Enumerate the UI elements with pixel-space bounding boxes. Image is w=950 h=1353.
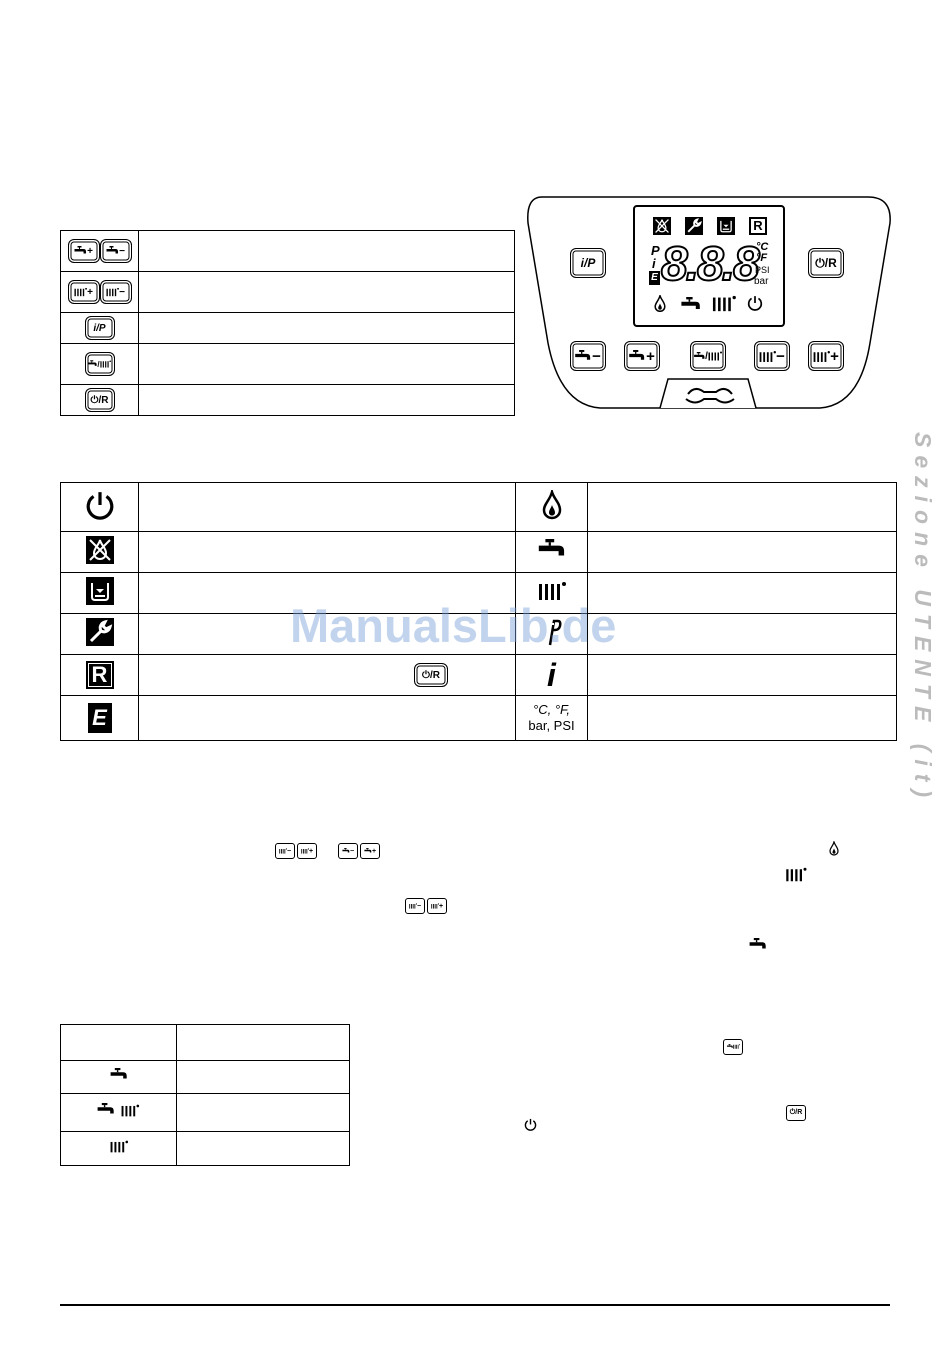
dhw-plus-key: + (68, 239, 100, 263)
dhw-heating-key: / (85, 352, 115, 376)
radiator-icon-cell (61, 1132, 177, 1166)
modes-table (60, 1024, 350, 1166)
tap-icon (694, 352, 705, 361)
radiator-icon (785, 867, 807, 882)
heating-minus-key: − (100, 280, 132, 304)
table-row (61, 655, 897, 696)
heating-plus-button[interactable]: + (808, 341, 844, 371)
info-p-button[interactable] (570, 248, 606, 278)
lcd-unit-f: °F (756, 252, 768, 264)
tap-icon (88, 360, 97, 368)
table-cell (177, 1132, 350, 1166)
units-text-cell (516, 696, 588, 741)
water-pressure-icon-cell (61, 573, 139, 614)
radiator-icon (712, 295, 736, 312)
table-cell (139, 696, 516, 741)
inline-dhw-heating-key (722, 1036, 744, 1055)
table-row (61, 1061, 350, 1094)
table-cell (588, 655, 897, 696)
inline-dhw-keys-1 (337, 841, 381, 859)
radiator-icon (759, 350, 776, 363)
flame-icon (654, 295, 666, 312)
lcd-display (633, 205, 785, 327)
inline-heating-keys-2 (404, 896, 448, 914)
info-p-key (61, 313, 139, 344)
radiator-icon (74, 287, 87, 297)
heating-minus-button[interactable]: − (754, 341, 790, 371)
power-reset-key-inline: ⏻/R (414, 663, 448, 687)
power-reset-button-label: ⏻/R (815, 255, 837, 270)
table-cell (588, 483, 897, 532)
flame-icon-cell (516, 483, 588, 532)
e-badge-icon-cell (61, 696, 139, 741)
side-section-label-text: Sezione UTENTE (it) (910, 432, 936, 806)
dhw-minus-key: − (100, 239, 132, 263)
heating-plus-key-icon: + (427, 898, 447, 914)
tap-icon (110, 1068, 128, 1082)
dhw-heating-mode-button[interactable]: / (690, 341, 726, 371)
tap-icon (629, 350, 645, 363)
no-flame-icon (86, 536, 114, 564)
table-cell (139, 385, 515, 416)
e-badge-icon: E (88, 703, 112, 733)
power-icon-cell (61, 483, 139, 532)
tap-and-radiator-icon-cell (61, 1094, 177, 1132)
tap-icon (538, 539, 566, 561)
table-header-cell (61, 1025, 177, 1061)
tap-icon (97, 1103, 115, 1117)
table-row (61, 696, 897, 741)
radiator-icon (813, 350, 830, 363)
inline-heating-keys-1 (274, 841, 318, 859)
inline-power-key (785, 1101, 807, 1121)
flame-icon (542, 490, 562, 520)
table-cell (588, 573, 897, 614)
r-badge-icon-cell (61, 655, 139, 696)
table-row (61, 272, 515, 313)
lcd-unit-bar: bar (754, 276, 769, 287)
table-row (61, 483, 897, 532)
table-cell (139, 483, 516, 532)
wrench-icon (86, 618, 114, 646)
table-cell (588, 532, 897, 573)
table-cell (177, 1061, 350, 1094)
table-row (61, 385, 515, 416)
keys-table (60, 230, 515, 416)
no-flame-icon-cell (61, 532, 139, 573)
table-header-row (61, 1025, 350, 1061)
dhw-minus-key-icon: − (338, 843, 358, 859)
dhw-heating-key-icon (723, 1039, 743, 1055)
lcd-r-badge: R (749, 217, 767, 235)
i-letter-icon-cell (516, 655, 588, 696)
tap-icon (681, 297, 701, 313)
lcd-i-letter: i (652, 256, 656, 271)
dhw-plus-minus-keys (61, 231, 139, 272)
tap-icon-cell (61, 1061, 177, 1094)
radiator-icon (106, 287, 119, 297)
lcd-p-letter: P (651, 243, 660, 258)
table-cell (139, 655, 516, 696)
lcd-digits: 8.8.8 (661, 238, 758, 291)
dhw-minus-button[interactable]: − (570, 341, 606, 371)
wrench-icon-cell (61, 614, 139, 655)
info-p-button-label: i/P (580, 256, 596, 270)
wrench-icon (685, 217, 703, 235)
dhw-plus-key-icon: + (360, 843, 380, 859)
table-cell (177, 1094, 350, 1132)
watermark: ManualsLib.de (290, 599, 617, 652)
water-pressure-icon (717, 217, 735, 235)
tap-icon (749, 938, 767, 952)
table-row (61, 231, 515, 272)
radiator-icon (409, 903, 417, 909)
dhw-plus-button[interactable]: + (624, 341, 660, 371)
tap-icon (74, 246, 87, 256)
table-row (61, 1132, 350, 1166)
r-badge-icon: R (86, 661, 114, 689)
power-icon (524, 1118, 537, 1131)
table-row (61, 344, 515, 385)
heating-plus-key: + (68, 280, 100, 304)
lcd-unit-c: °C (756, 241, 769, 253)
lcd-unit-psi: PSI (755, 265, 770, 275)
table-row (61, 313, 515, 344)
heating-plus-key-icon: + (297, 843, 317, 859)
water-pressure-icon (86, 577, 114, 605)
power-reset-button[interactable] (808, 248, 844, 278)
dhw-heating-mode-key (61, 344, 139, 385)
table-cell (139, 344, 515, 385)
table-cell (139, 313, 515, 344)
table-row (61, 532, 897, 573)
power-icon (747, 295, 763, 311)
tap-icon (575, 350, 591, 363)
power-reset-key-icon: ⏻/R (786, 1105, 806, 1121)
table-cell (588, 614, 897, 655)
heating-minus-key-icon: − (405, 898, 425, 914)
table-cell (139, 231, 515, 272)
table-cell (588, 696, 897, 741)
power-icon (85, 490, 115, 520)
power-reset-key-label: ⏻/R (85, 388, 115, 412)
no-flame-icon (653, 217, 671, 235)
i-letter-icon: i (547, 656, 556, 693)
radiator-icon (733, 1044, 740, 1049)
heating-minus-key-icon: − (275, 843, 295, 859)
tap-icon (106, 246, 119, 256)
radiator-icon (100, 360, 111, 368)
heating-plus-minus-keys (61, 272, 139, 313)
radiator-icon (279, 848, 287, 854)
flame-icon (829, 841, 839, 856)
table-header-cell (177, 1025, 350, 1061)
table-cell (139, 532, 516, 573)
tap-icon (364, 848, 372, 854)
lcd-e-letter: E (649, 271, 660, 285)
footer-rule (60, 1304, 890, 1306)
units-text-line2: bar, PSI (528, 718, 575, 733)
radiator-icon (301, 848, 309, 854)
side-section-label (904, 432, 944, 932)
radiator-icon (109, 1140, 129, 1153)
tap-icon-cell (516, 532, 588, 573)
radiator-icon (431, 903, 439, 909)
table-cell (139, 272, 515, 313)
tap-icon (342, 848, 350, 854)
info-p-key-label: i/P (85, 316, 115, 340)
power-reset-key (61, 385, 139, 416)
radiator-icon (708, 351, 722, 361)
units-text-line1: °C, °F, (533, 702, 570, 717)
table-row (61, 1094, 350, 1132)
radiator-icon (120, 1104, 140, 1117)
